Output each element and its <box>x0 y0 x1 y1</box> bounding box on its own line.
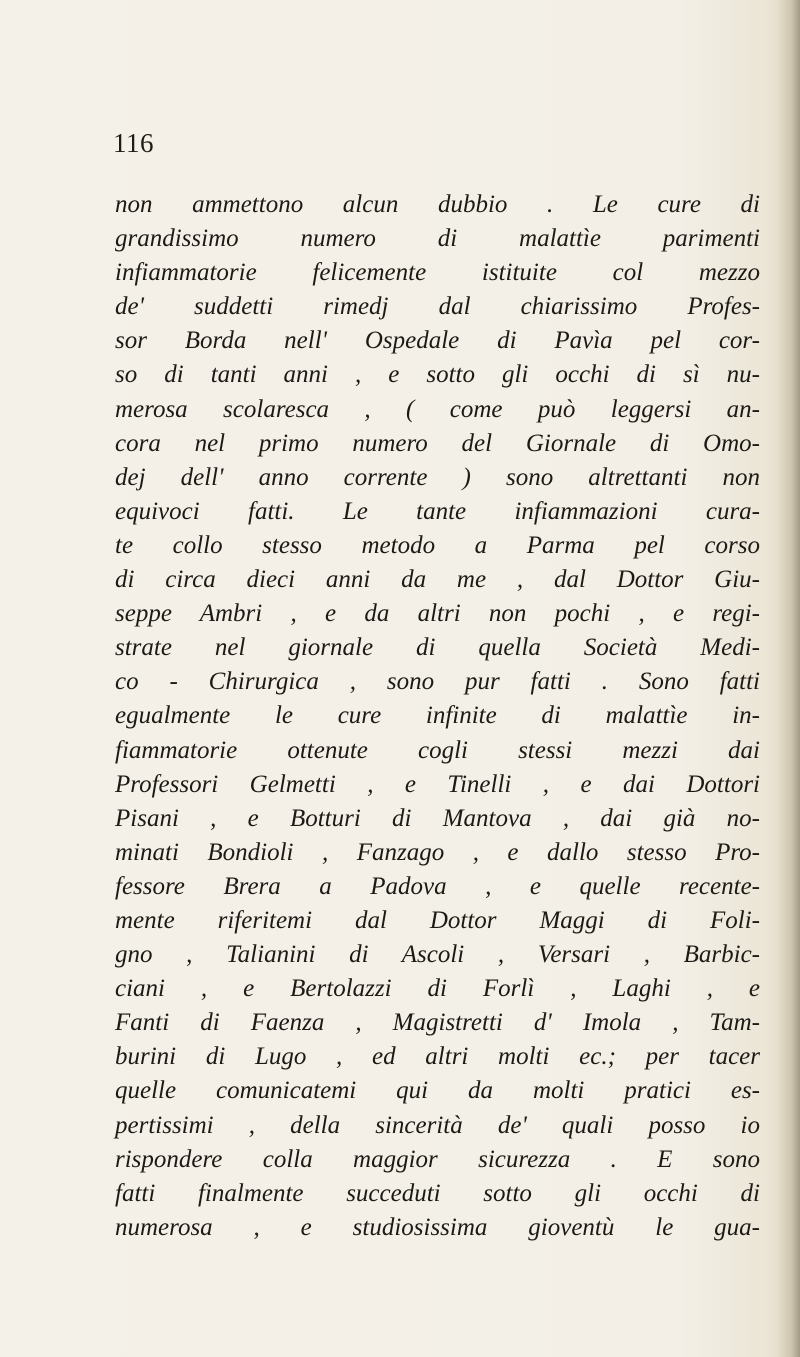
text-line: egualmente le cure infinite di malattìe in- <box>115 702 760 730</box>
text-line: seppe Ambri , e da altri non pochi , e regi- <box>115 600 760 628</box>
text-line: quelle comunicatemi qui da molti pratici es- <box>115 1077 760 1105</box>
text-line: numerosa , e studiosissima gioventù le gua- <box>115 1213 760 1241</box>
text-line: fessore Brera a Padova , e quelle recente- <box>115 872 760 900</box>
text-line: mente riferitemi dal Dottor Maggi di Foli- <box>115 906 760 934</box>
text-line: minati Bondioli , Fanzago , e dallo stesso Pro- <box>115 838 760 866</box>
text-line: fatti finalmente succeduti sotto gli occhi di <box>115 1179 760 1207</box>
text-line: de' suddetti rimedj dal chiarissimo Profes- <box>115 293 760 321</box>
text-line: equivoci fatti. Le tante infiammazioni cura- <box>115 497 760 525</box>
text-line: Professori Gelmetti , e Tinelli , e dai Dottori <box>115 770 760 798</box>
text-line: sor Borda nell' Ospedale di Pavìa pel cor- <box>115 327 760 355</box>
text-line: Fanti di Faenza , Magistretti d' Imola , Tam- <box>115 1009 760 1037</box>
text-line: infiammatorie felicemente istituite col mezzo <box>115 259 760 287</box>
text-line: merosa scolaresca , ( come può leggersi an- <box>115 395 760 423</box>
text-line: di circa dieci anni da me , dal Dottor Giu- <box>115 566 760 594</box>
text-line: cora nel primo numero del Giornale di Omo- <box>115 429 760 457</box>
text-line: Pisani , e Botturi di Mantova , dai già no- <box>115 804 760 832</box>
text-line: grandissimo numero di malattìe parimenti <box>115 225 760 253</box>
text-line: dej dell' anno corrente ) sono altrettanti non <box>115 463 760 491</box>
page-edge-shadow <box>778 0 800 1357</box>
text-line: gno , Talianini di Ascoli , Versari , Barbic- <box>115 941 760 969</box>
text-line: strate nel giornale di quella Società Medi- <box>115 634 760 662</box>
text-line: rispondere colla maggior sicurezza . E sono <box>115 1145 760 1173</box>
body-text <box>115 188 760 1245</box>
text-line: te collo stesso metodo a Parma pel corso <box>115 531 760 559</box>
text-line: pertissimi , della sincerità de' quali posso io <box>115 1111 760 1139</box>
text-line: co - Chirurgica , sono pur fatti . Sono fatti <box>115 668 760 696</box>
text-line: fiammatorie ottenute cogli stessi mezzi dai <box>115 736 760 764</box>
text-line: non ammettono alcun dubbio . Le cure di <box>115 191 760 218</box>
text-line: ciani , e Bertolazzi di Forlì , Laghi , e <box>115 975 760 1003</box>
text-line: burini di Lugo , ed altri molti ec.; per tacer <box>115 1043 760 1071</box>
page-number: 116 <box>113 128 154 158</box>
text-line: so di tanti anni , e sotto gli occhi di sì nu- <box>115 361 760 389</box>
